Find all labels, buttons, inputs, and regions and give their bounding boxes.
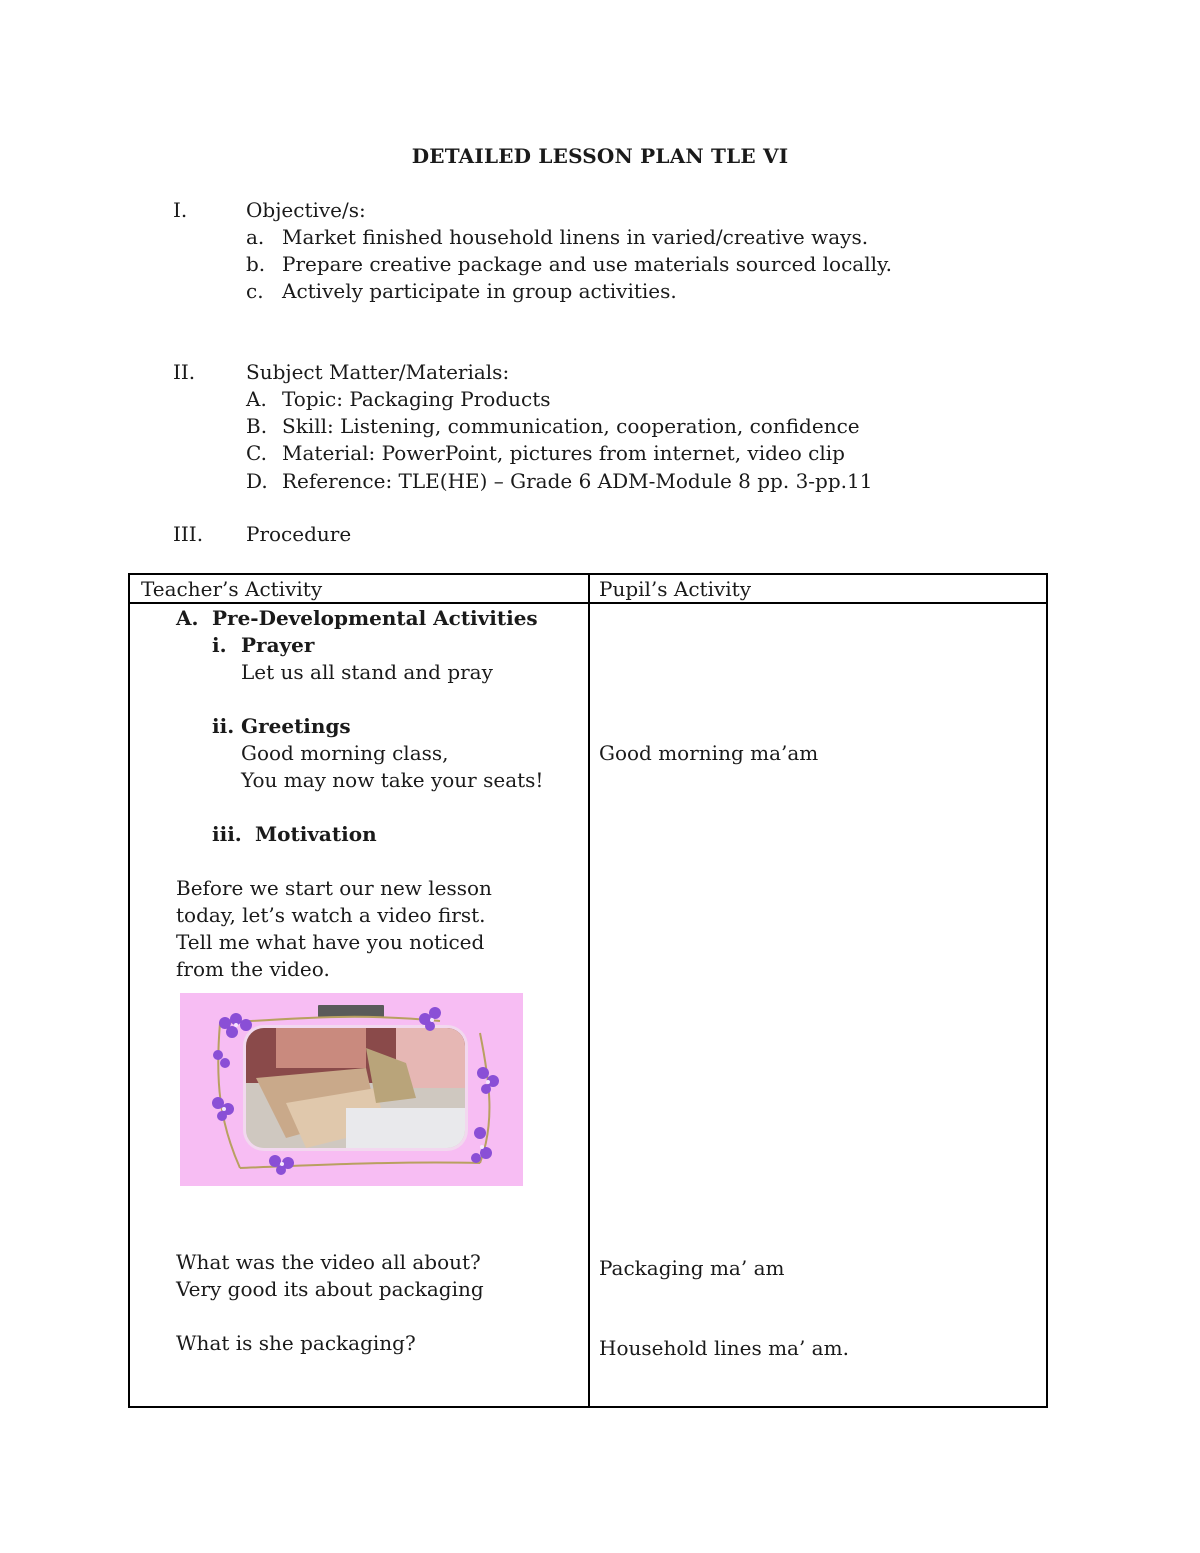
teacher-followup: Very good its about packaging [176,1277,484,1301]
objective-item: Actively participate in group activities. [282,279,677,303]
motivation-line: Before we start our new lesson [176,876,492,900]
pupil-response: Household lines ma’ am. [599,1336,849,1360]
section-heading-objectives: Objective/s: [246,198,366,222]
teacher-question: What was the video all about? [176,1250,481,1274]
pupil-response: Good morning ma’am [599,741,819,765]
subject-item: Topic: Packaging Products [282,387,551,411]
section-numeral-subject: II. [173,360,196,384]
teacher-section-marker: A. [176,606,199,630]
pupil-response: Packaging ma’ am [599,1256,785,1280]
subject-marker: B. [246,414,268,438]
subject-marker: D. [246,469,268,493]
section-heading-procedure: Procedure [246,522,352,546]
motivation-line: today, let’s watch a video first. [176,903,486,927]
subject-marker: A. [246,387,267,411]
motivation-title: Motivation [255,822,377,846]
teacher-question: What is she packaging? [176,1331,416,1355]
objective-item: Prepare creative package and use materials sourced locally. [282,252,893,276]
motivation-marker: iii. [212,822,242,846]
table-header-teacher: Teacher’s Activity [141,577,323,601]
prayer-title: Prayer [241,633,315,657]
objective-marker: a. [246,225,265,249]
objective-item: Market finished household linens in varied/creative ways. [282,225,869,249]
subject-item: Skill: Listening, communication, cooperation, confidence [282,414,860,438]
table-header-pupil: Pupil’s Activity [599,577,752,601]
page-title: DETAILED LESSON PLAN TLE VI [411,144,789,168]
section-heading-subject: Subject Matter/Materials: [246,360,510,384]
greet-line: Good morning class, [241,741,449,765]
motivation-line: Tell me what have you noticed [176,930,485,954]
flower-border-decoration [180,993,523,1186]
subject-item: Material: PowerPoint, pictures from internet, video clip [282,441,845,465]
prayer-text: Let us all stand and pray [241,660,493,684]
table-column-divider [588,575,590,1406]
teacher-section-title: Pre-Developmental Activities [212,606,538,630]
greet-marker: ii. [212,714,235,738]
subject-item: Reference: TLE(HE) – Grade 6 ADM-Module 8 pp. 3-pp.11 [282,469,873,493]
objective-marker: c. [246,279,264,303]
greet-line: You may now take your seats! [241,768,544,792]
section-numeral-objectives: I. [173,198,188,222]
section-numeral-procedure: III. [173,522,204,546]
greet-title: Greetings [241,714,351,738]
objective-marker: b. [246,252,266,276]
video-thumbnail[interactable] [180,993,523,1186]
motivation-line: from the video. [176,957,330,981]
subject-marker: C. [246,441,267,465]
prayer-marker: i. [212,633,227,657]
